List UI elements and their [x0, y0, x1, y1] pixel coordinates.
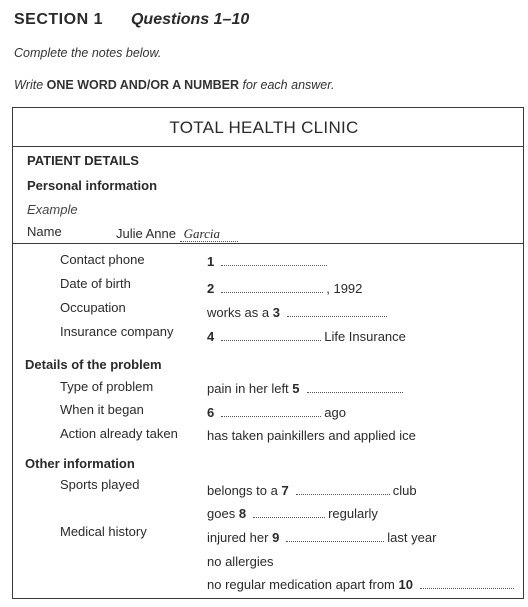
answer-7[interactable]: belongs to a 7 club: [207, 483, 417, 498]
answer-6[interactable]: 6 ago: [207, 405, 346, 420]
dob-label: Date of birth: [60, 276, 131, 291]
answer-8[interactable]: goes 8 regularly: [207, 506, 378, 521]
section-heading: [14, 11, 249, 29]
example-answer: Garcia: [180, 226, 238, 242]
example-label: Example: [27, 202, 78, 217]
form-title: TOTAL HEALTH CLINIC: [169, 118, 359, 137]
questions-range: Questions 1–10: [130, 11, 250, 28]
title-divider: [12, 146, 524, 147]
when-began-label: When it began: [60, 402, 144, 417]
medical-label: Medical history: [60, 524, 147, 539]
patient-details-heading: PATIENT DETAILS: [27, 153, 139, 168]
answer-1[interactable]: 1: [207, 254, 330, 269]
name-label: Name: [27, 224, 62, 239]
section-label: SECTION 1: [14, 11, 103, 28]
occupation-label: Occupation: [60, 300, 126, 315]
name-value: Julie Anne Garcia: [116, 226, 238, 242]
no-allergies-text: no allergies: [207, 554, 274, 569]
action-label: Action already taken: [60, 426, 178, 441]
answer-9[interactable]: injured her 9 last year: [207, 530, 437, 545]
type-problem-label: Type of problem: [60, 379, 154, 394]
sports-label: Sports played: [60, 477, 140, 492]
instruction-word-limit: Write ONE WORD AND/OR A NUMBER for each answer.: [14, 78, 335, 92]
action-text: has taken painkillers and applied ice: [207, 428, 416, 443]
contact-phone-label: Contact phone: [60, 252, 145, 267]
instruction-complete: Complete the notes below.: [14, 46, 162, 60]
insurance-label: Insurance company: [60, 324, 174, 339]
problem-heading: Details of the problem: [25, 357, 162, 372]
answer-10[interactable]: no regular medication apart from 10: [207, 577, 517, 592]
answer-5[interactable]: pain in her left 5: [207, 381, 406, 396]
other-heading: Other information: [25, 456, 135, 471]
example-divider: [12, 243, 524, 244]
answer-2[interactable]: 2 , 1992: [207, 281, 363, 296]
answer-3[interactable]: works as a 3: [207, 305, 390, 320]
answer-4[interactable]: 4 Life Insurance: [207, 329, 406, 344]
personal-info-heading: Personal information: [27, 178, 158, 193]
